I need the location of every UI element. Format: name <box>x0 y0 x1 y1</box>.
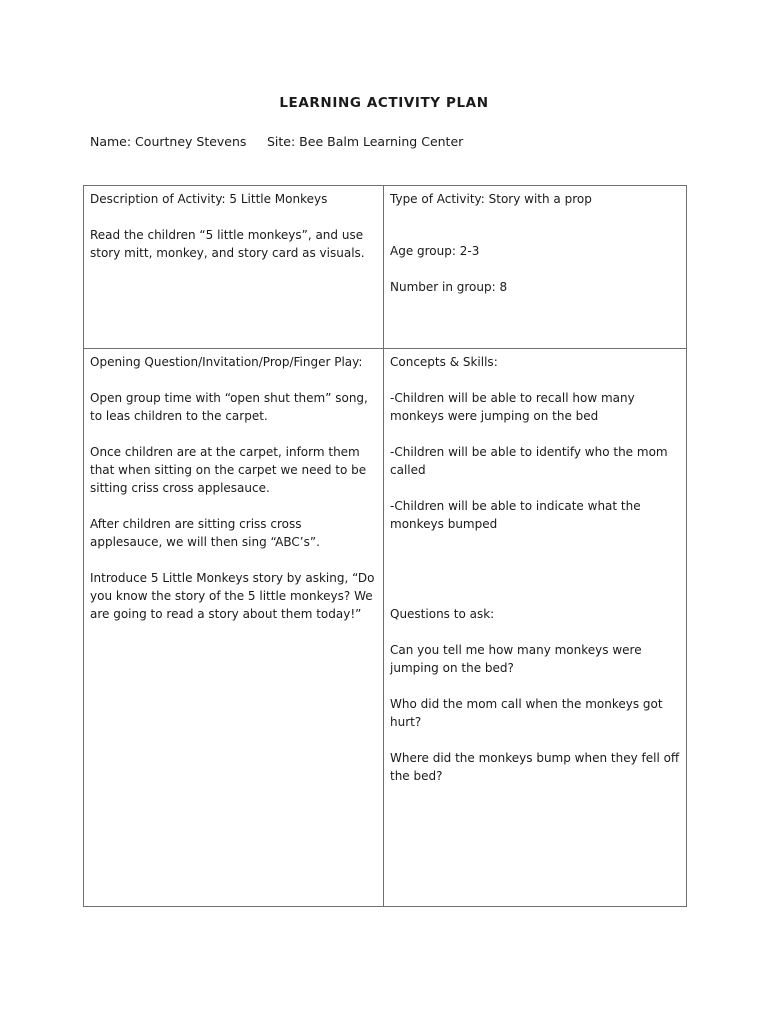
question-item: Where did the monkeys bump when they fell off the bed? <box>390 751 680 783</box>
opening-cell <box>84 349 384 907</box>
opening-paragraph: After children are sitting criss cross applesauce, we will then sing “ABC’s”. <box>90 517 320 549</box>
questions-heading: Questions to ask: <box>390 607 495 621</box>
age-group: Age group: 2-3 <box>390 244 480 258</box>
question-item: Who did the mom call when the monkeys got hurt? <box>390 697 663 729</box>
description-body: Read the children “5 little monkeys”, and use story mitt, monkey, and story card as visuals. <box>90 228 365 260</box>
question-item: Can you tell me how many monkeys were jumping on the bed? <box>390 643 642 675</box>
number-in-group: Number in group: 8 <box>390 280 508 294</box>
description-cell <box>84 186 384 349</box>
description-heading: Description of Activity: 5 Little Monkeys <box>90 192 328 206</box>
page-title: LEARNING ACTIVITY PLAN <box>279 95 489 111</box>
opening-paragraph: Open group time with “open shut them” song, to leas children to the carpet. <box>90 391 368 423</box>
table-row <box>84 349 687 907</box>
skill-item: -Children will be able to recall how many monkeys were jumping on the bed <box>390 391 635 423</box>
opening-paragraph: Once children are at the carpet, inform them that when sitting on the carpet we need to be sitting criss cross applesauce. <box>90 445 367 495</box>
table-row <box>84 186 687 349</box>
concepts-heading: Concepts & Skills: <box>390 355 498 369</box>
opening-heading: Opening Question/Invitation/Prop/Finger Play: <box>90 355 363 369</box>
skill-item: -Children will be able to indicate what the monkeys bumped <box>390 499 641 531</box>
activity-type-heading: Type of Activity: Story with a prop <box>390 192 592 206</box>
skill-item: -Children will be able to identify who the mom called <box>390 445 668 477</box>
concepts-cell <box>384 349 687 907</box>
author-name: Name: Courtney Stevens <box>90 134 247 149</box>
activity-type-cell <box>384 186 687 349</box>
opening-paragraph: Introduce 5 Little Monkeys story by asking, “Do you know the story of the 5 little monkeys? We are going to read a story about them today!” <box>90 571 375 621</box>
header-info <box>90 134 464 149</box>
site-name: Site: Bee Balm Learning Center <box>267 134 464 149</box>
activity-plan-table <box>83 185 687 907</box>
